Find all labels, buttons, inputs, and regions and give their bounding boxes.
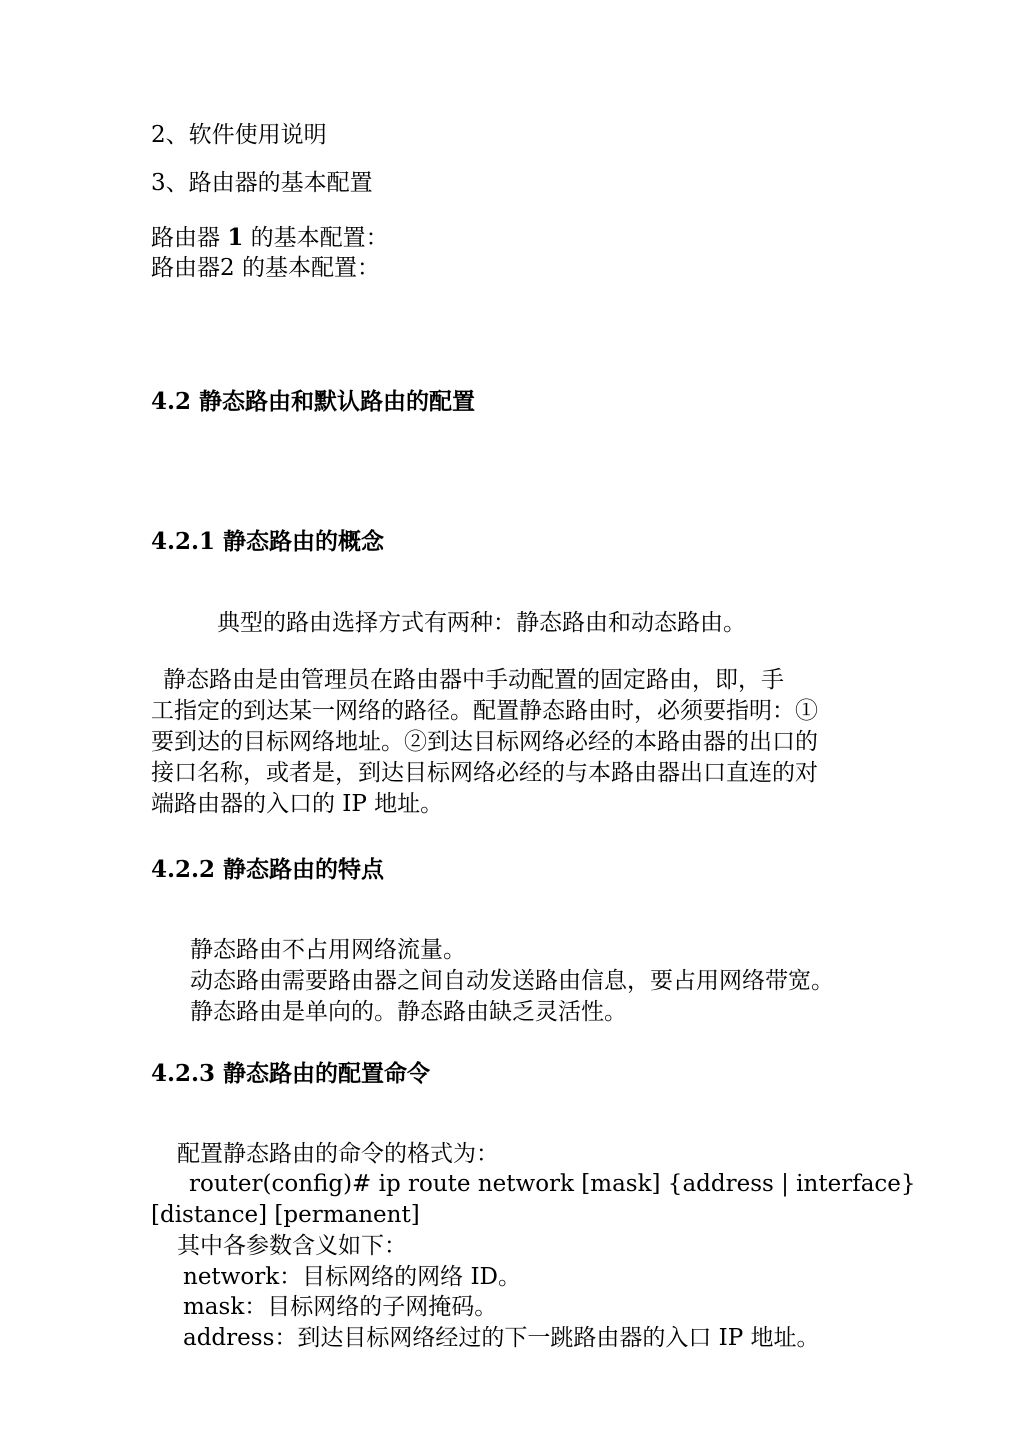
- command-syntax-line-2: [distance] [permanent]: [151, 1202, 420, 1228]
- router1-number: 1: [227, 224, 244, 251]
- router1-suffix: 的基本配置：: [243, 225, 389, 251]
- heading-4-2-2: 4.2.2 静态路由的特点: [151, 856, 385, 883]
- params-intro: 其中各参数含义如下：: [177, 1233, 407, 1259]
- paragraph-static-line-4: 接口名称，或者是，到达目标网络必经的与本路由器出口直连的对: [151, 760, 818, 786]
- router2-config-line: 路由器2 的基本配置：: [151, 255, 380, 281]
- paragraph-static-line-5: 端路由器的入口的 IP 地址。: [151, 791, 444, 817]
- param-address: address：到达目标网络经过的下一跳路由器的入口 IP 地址。: [183, 1325, 820, 1351]
- list-item-router-basic-config: 3、路由器的基本配置: [151, 170, 373, 196]
- heading-4-2: 4.2 静态路由和默认路由的配置: [151, 388, 476, 415]
- heading-4-2-1: 4.2.1 静态路由的概念: [151, 528, 385, 555]
- param-network: network：目标网络的网络 ID。: [183, 1264, 521, 1290]
- heading-4-2-3: 4.2.3 静态路由的配置命令: [151, 1060, 431, 1087]
- list-item-software-usage: 2、软件使用说明: [151, 122, 327, 148]
- command-syntax-line-1: router(config)# ip route network [mask] {address | interface}: [189, 1171, 916, 1197]
- paragraph-static-line-3: 要到达的目标网络地址。②到达目标网络必经的本路由器的出口的: [151, 729, 818, 755]
- command-intro: 配置静态路由的命令的格式为：: [177, 1141, 499, 1167]
- feature-item-1: 静态路由不占用网络流量。: [190, 937, 466, 963]
- paragraph-static-line-2: 工指定的到达某一网络的路径。配置静态路由时，必须要指明：①: [151, 698, 818, 724]
- param-mask: mask：目标网络的子网掩码。: [183, 1294, 498, 1320]
- paragraph-static-line-1: 静态路由是由管理员在路由器中手动配置的固定路由，即，手: [163, 667, 784, 693]
- paragraph-routing-types: 典型的路由选择方式有两种：静态路由和动态路由。: [217, 610, 746, 636]
- router1-config-line: [151, 223, 389, 253]
- feature-item-2: 动态路由需要路由器之间自动发送路由信息，要占用网络带宽。: [190, 968, 834, 994]
- feature-item-3: 静态路由是单向的。静态路由缺乏灵活性。: [190, 999, 627, 1025]
- router1-prefix: 路由器: [151, 225, 228, 251]
